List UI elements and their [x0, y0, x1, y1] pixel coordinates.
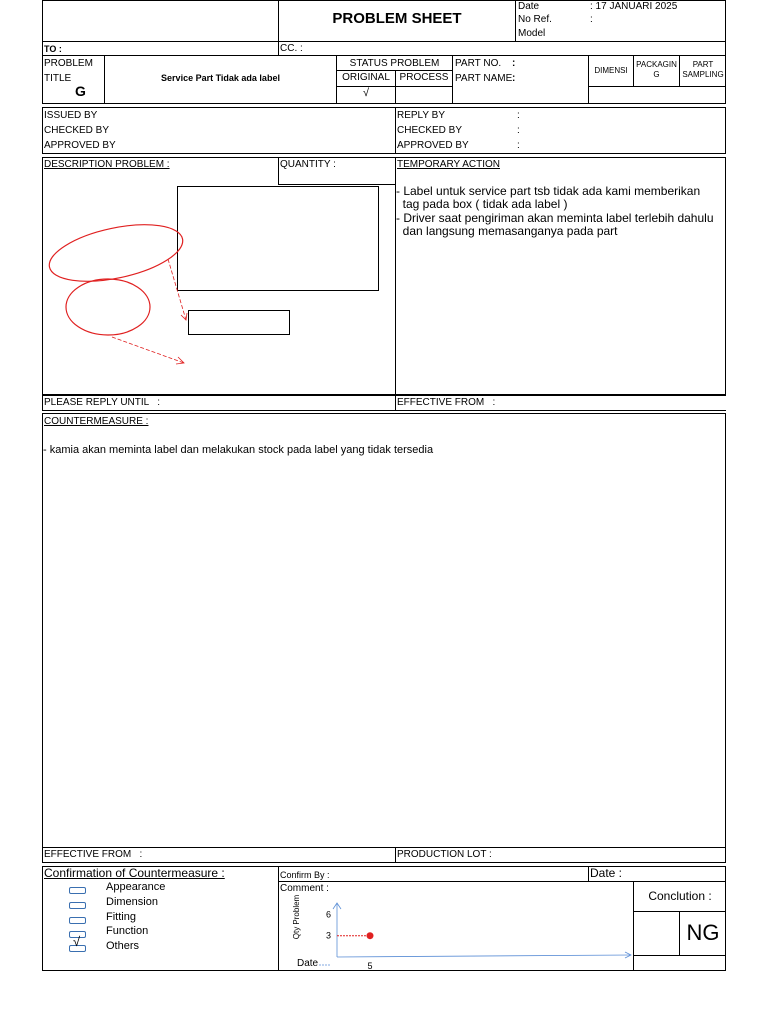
original-label: ORIGINAL [342, 72, 390, 83]
temporary-action-line-1: - Label untuk service part tsb tidak ada kami memberikan [396, 184, 701, 198]
countermeasure-label: COUNTERMEASURE : [44, 416, 149, 427]
countermeasure-block [42, 413, 726, 863]
arrow-upper [168, 259, 186, 320]
approved-by-label: APPROVED BY [44, 140, 116, 151]
annotation-markings [42, 157, 395, 395]
reply-approved-by-label: APPROVED BY [397, 140, 469, 151]
process-label: PROCESS [399, 72, 449, 83]
part-no-colon: : [512, 58, 516, 69]
chart-x-axis [337, 955, 631, 957]
part-no-label: PART NO. [455, 58, 502, 69]
reply-approved-colon: : [517, 140, 520, 151]
please-reply-until-label: PLEASE REPLY UNTIL : [44, 397, 160, 408]
reply-by-label: REPLY BY [397, 110, 445, 121]
problem-label: PROBLEM [44, 58, 93, 69]
result-ng: NG [686, 920, 720, 945]
problem-rank: G [75, 83, 86, 99]
item-appearance-label: Appearance [106, 881, 166, 893]
temporary-action-line-2: tag pada box ( tidak ada label ) [396, 197, 568, 211]
date-value: : 17 JANUARI 2025 [590, 1, 678, 12]
temporary-action-line-3: - Driver saat pengiriman akan meminta label terlebih dahulu [396, 211, 714, 225]
part-name-colon: : [512, 73, 516, 84]
qty-problem-chart [279, 895, 633, 971]
to-row [42, 41, 726, 56]
item-function-label: Function [106, 925, 149, 937]
confirm-by-label: Confirm By : [280, 870, 330, 880]
checkbox-appearance[interactable] [69, 887, 86, 894]
checkbox-dimension[interactable] [69, 902, 86, 909]
others-checkmark: √ [73, 934, 81, 949]
date-confirm-label: Date : [590, 866, 623, 880]
temporary-action-line-4: dan langsung memasanganya pada part [396, 224, 618, 238]
confirmation-title: Confirmation of Countermeasure : [44, 866, 225, 880]
reply-checked-by-label: CHECKED BY [397, 125, 463, 136]
dimensi-label: DIMENSI [594, 66, 628, 75]
quantity-label: QUANTITY : [280, 159, 336, 170]
checkbox-fitting[interactable] [69, 917, 86, 924]
production-lot-label: PRODUCTION LOT : [397, 849, 492, 860]
chart-xlabel: Date [297, 958, 319, 969]
chart-y-tick-label: 3 [325, 930, 331, 941]
effective-from-temp-label: EFFECTIVE FROM : [397, 397, 496, 408]
description-label: DESCRIPTION PROBLEM : [44, 159, 170, 170]
item-dimension-label: Dimension [106, 896, 158, 908]
ref-label: No Ref. [518, 14, 552, 25]
item-fitting-label: Fitting [106, 911, 136, 923]
page-title: PROBLEM SHEET [332, 10, 462, 27]
highlight-ellipse-lower [66, 279, 150, 335]
conclusion-label: Conclution : [648, 889, 712, 903]
part-name-label: PART NAME [455, 73, 513, 84]
chart-data-point [367, 932, 374, 939]
original-checkmark: √ [362, 87, 370, 99]
effective-from-label: EFFECTIVE FROM : [44, 849, 143, 860]
model-label: Model [518, 28, 546, 39]
ref-value: : [590, 14, 593, 25]
comment-label: Comment : [280, 883, 329, 894]
to-label: TO : [44, 44, 62, 54]
part-sampling-label-2: SAMPLING [682, 70, 724, 79]
arrow-lower [112, 337, 184, 363]
title-label: TITLE [44, 73, 72, 84]
packaging-label-1: PACKAGIN [636, 60, 677, 69]
item-others-label: Others [106, 940, 140, 952]
status-problem-label: STATUS PROBLEM [349, 58, 440, 69]
cc-label: CC. : [280, 43, 303, 54]
packaging-label-2: G [653, 70, 660, 79]
problem-title-value: Service Part Tidak ada label [161, 73, 280, 83]
reply-by-colon: : [517, 110, 520, 121]
chart-x-tick-label: 5 [367, 961, 373, 971]
chart-y-tick-label: 6 [325, 909, 331, 920]
chart-ylabel: Qty Problem [292, 895, 301, 940]
reply-checked-colon: : [517, 125, 520, 136]
part-sampling-label-1: PART [692, 60, 714, 69]
issued-by-label: ISSUED BY [44, 110, 98, 121]
date-label: Date [518, 1, 540, 12]
signoff-block [42, 107, 726, 154]
countermeasure-text: - kamia akan meminta label dan melakukan stock pada label yang tidak tersedia [43, 444, 434, 456]
temporary-action-label: TEMPORARY ACTION [397, 159, 500, 170]
checked-by-label: CHECKED BY [44, 125, 110, 136]
